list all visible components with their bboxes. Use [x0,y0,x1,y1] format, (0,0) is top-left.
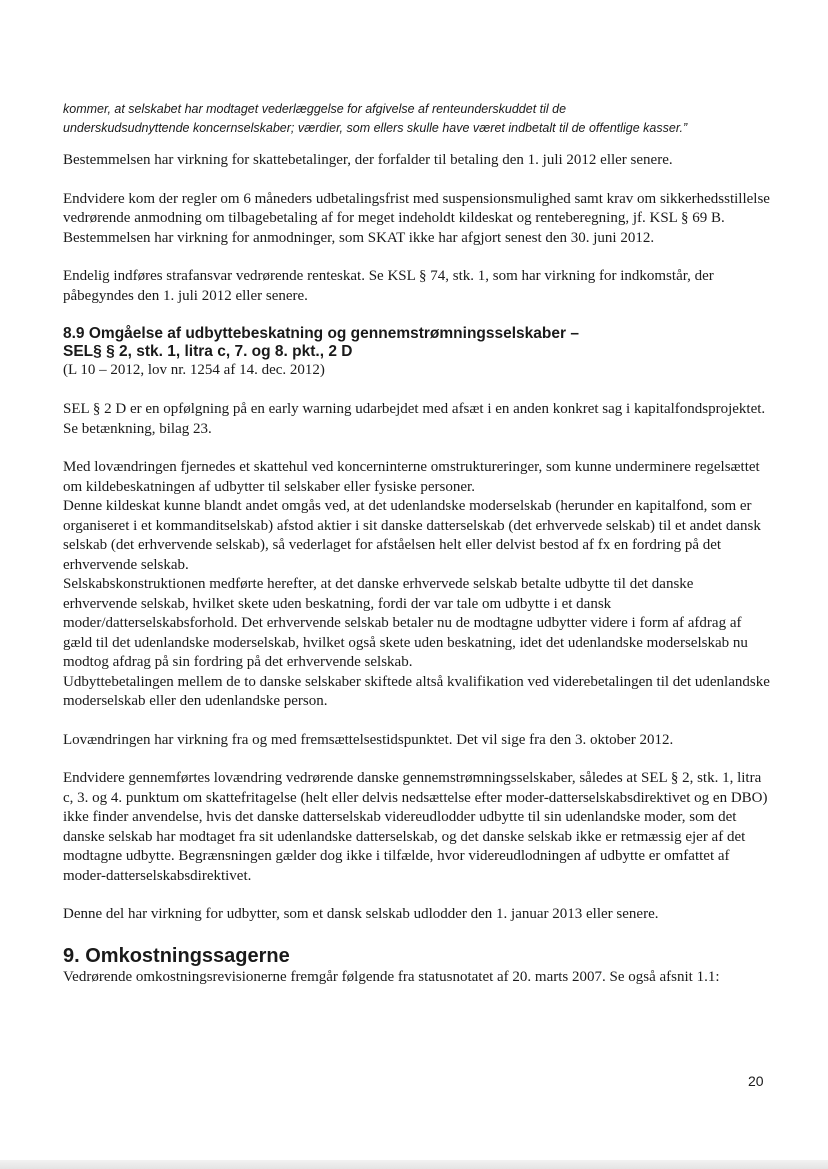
paragraph-payout-deadline: Endvidere kom der regler om 6 måneders udbetalingsfrist med suspensionsmulighed samt krav om sikkerhedsstillelse vedrørende anmodning om tilbagebetaling af for meget indeholdt kildeskat og renteberegning, jf. KSL § 69 B. Bestemmelsen har virkning for anmodninger, som SKAT ikke har afgjort senest den 30. juni 2012. [63,190,770,246]
quote-line-1: kommer, at selskabet har modtaget vederlæggelse for afgivelse af renteunderskuddet til de [63,102,567,116]
quote-line-2: underskudsudnyttende koncernselskaber; værdier, som ellers skulle have været indbetalt til de offentlige kasser.” [63,121,688,135]
paragraph-law-effect: Lovændringen har virkning fra og med fremsættelsestidspunktet. Det vil sige fra den 3. oktober 2012. [63,731,674,748]
document-page [63,100,771,1006]
paragraph-dividend-qualification: Udbyttebetalingen mellem de to danske selskaber skiftede altså kvalifikation ved viderebetalingen til det udenlandske moderselskab eller den udenlandske person. [63,673,770,709]
paragraph-payment-effect: Bestemmelsen har virkning for skattebetalinger, der forfalder til betaling den 1. juli 2012 eller senere. [63,152,673,168]
paragraph-withholding-circumvention: Denne kildeskat kunne blandt andet omgås ved, at det udenlandske moderselskab (herunder en kapitalfond, som er organiseret i et kommanditselskab) afstod aktier i sit danske datterselskab (det erhvervede selskab) til et andet dansk selskab (det erhvervende selskab), så vederlaget for afståelsen helt eller delvist bestod af fx en fordring på det erhvervende selskab. [63,498,761,573]
page-number: 20 [748,1073,764,1089]
quote-block [63,100,771,138]
section-9-heading: 9. Omkostningssagerne [63,944,290,967]
scan-edge [0,1160,828,1169]
section-8-9-subtitle: (L 10 – 2012, lov nr. 1254 af 14. dec. 2012) [63,362,325,378]
paragraph-dividend-effect: Denne del har virkning for udbytter, som et dansk selskab udlodder den 1. januar 2013 eller senere. [63,906,659,922]
paragraph-criminal-liability: Endelig indføres strafansvar vedrørende renteskat. Se KSL § 74, stk. 1, som har virkning for indkomstår, der påbegyndes den 1. juli 2012 eller senere. [63,268,714,304]
paragraph-conduit-companies: Endvidere gennemførtes lovændring vedrørende danske gennemstrømningsselskaber, således at SEL § 2, stk. 1, litra c, 3. og 4. punktum om skattefritagelse (helt eller delvis nedsættelse efter moder-datterselskabsdirektivet og en DBO) ikke finder anvendelse, hvis det danske datterselskab videreudlodder udbytte til sin udenlandske moder, som det danske selskab har modtaget fra sit udenlandske datterselskab, og det danske selskab ikke er retmæssig ejer af det modtagne udbytte. Begrænsningen gælder dog ikke i tilfælde, hvor videreudlodningen af udbytte er omfattet af moder-datterselskabsdirektivet. [63,770,768,884]
paragraph-company-construction: Selskabskonstruktionen medførte herefter, at det danske erhvervede selskab betalte udbytte til det danske erhvervende selskab, hvilket skete uden beskatning, fordi der var tale om udbytte i et dansk moder/datterselskabsforhold. Det erhvervende selskab betaler nu de modtagne udbytter videre i form af afdrag af gæld til det udenlandske moderselskab, hvilket også skete uden beskatning, idet det udenlandske moderselskab nu modtog afdrag på sin fordring på det erhvervende selskab. [63,576,748,670]
paragraph-sel-2d: SEL § 2 D er en opfølgning på en early warning udarbejdet med afsæt i en anden konkret sag i kapitalfondsprojektet. Se betænkning, bilag 23. [63,401,766,437]
paragraph-tax-loophole: Med lovændringen fjernedes et skattehul ved koncerninterne omstruktureringer, som kunne underminere regelsættet om kildebeskatningen af udbytter til selskaber eller fysiske personer. [63,459,760,495]
section-8-9-heading-line-2: SEL§ § 2, stk. 1, litra c, 7. og 8. pkt., 2 D [63,343,353,360]
paragraph-cost-revisions: Vedrørende omkostningsrevisionerne fremgår følgende fra statusnotatet af 20. marts 2007. Se også afsnit 1.1: [63,968,720,985]
section-8-9-heading-line-1: 8.9 Omgåelse af udbyttebeskatning og gennemstrømningsselskaber – [63,325,579,342]
